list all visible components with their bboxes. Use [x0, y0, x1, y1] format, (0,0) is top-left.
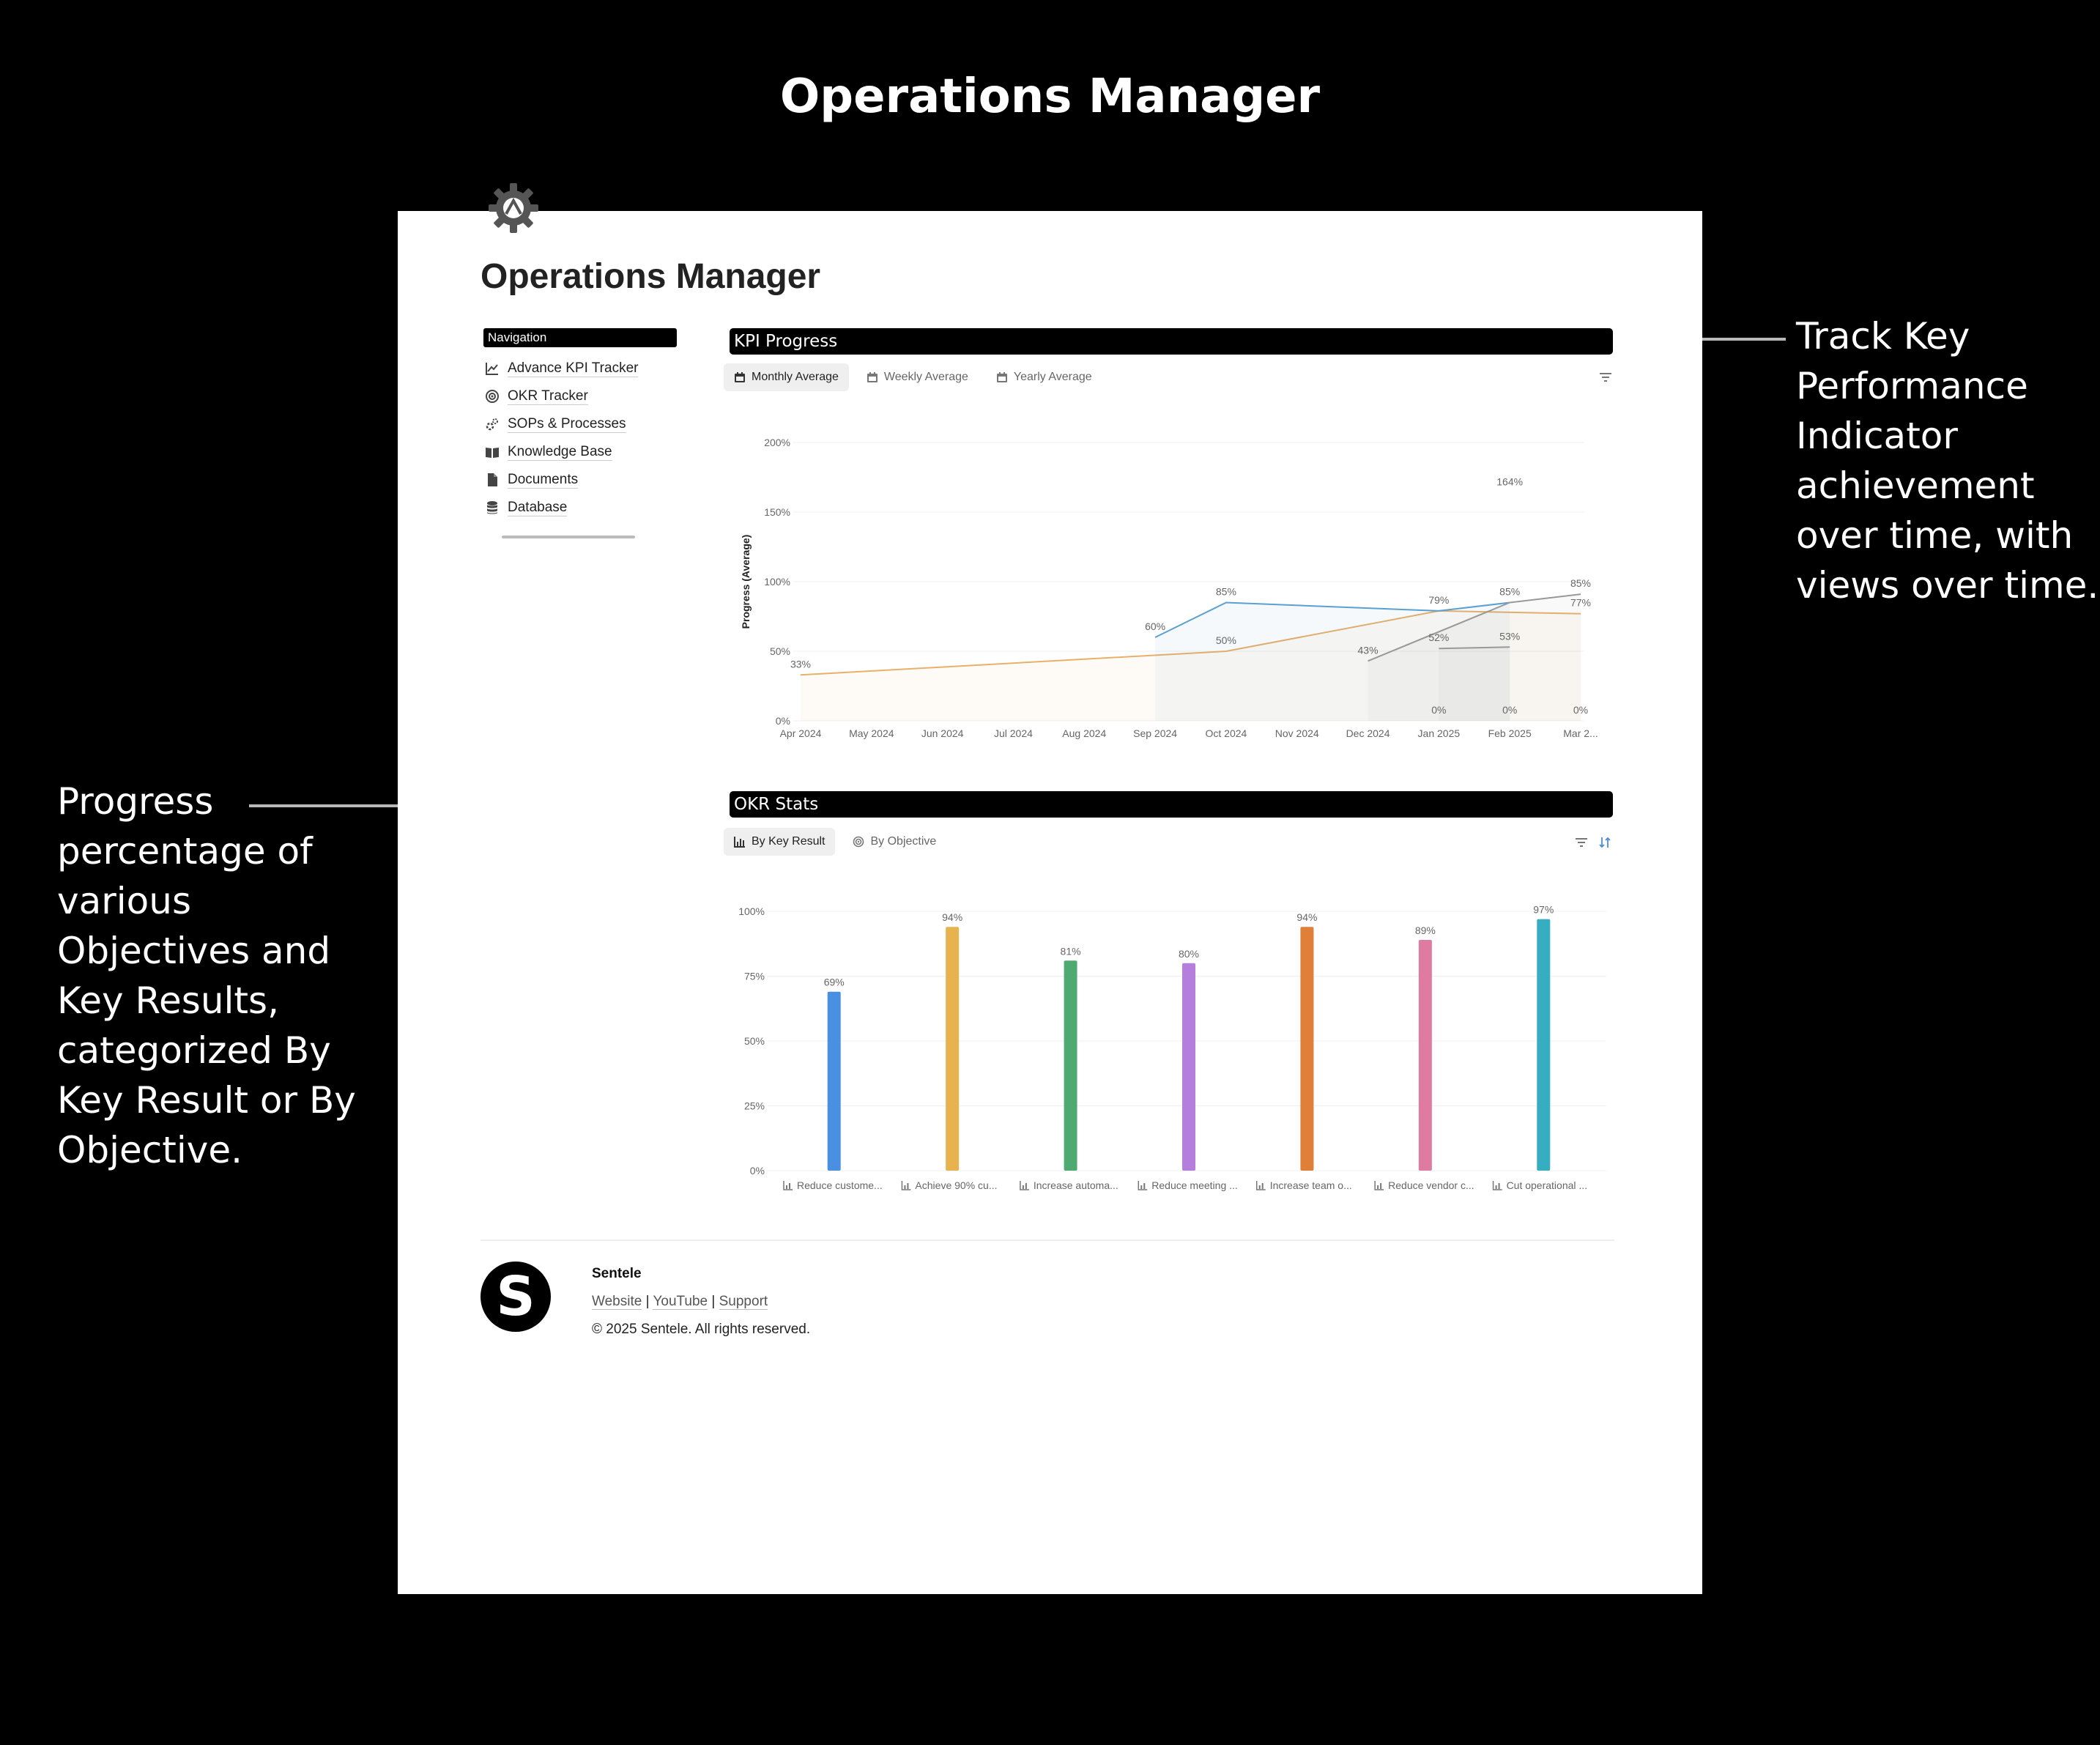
icon-bar [1025, 1183, 1027, 1189]
data-label: 33% [790, 658, 812, 670]
icon-axis [1020, 1181, 1029, 1190]
line-chart-icon [484, 360, 500, 377]
data-label: 164% [1496, 475, 1524, 488]
y-tick-label: 0% [749, 1165, 765, 1177]
okr-stats-header: OKR Stats [730, 791, 1613, 818]
data-label: 80% [1178, 947, 1200, 960]
kpi-callout-text: Track Key Performance Indicator achievement over time, with views over time. [1796, 315, 2099, 607]
filter-icon[interactable] [1573, 834, 1590, 851]
icon-bar [1499, 1183, 1500, 1189]
series-area [1439, 647, 1510, 721]
icon-bar [904, 1185, 905, 1189]
okr-callout-text: Progress percentage of various Objectives and Key Results, categorized By Key Result or By Objective. [57, 780, 356, 1171]
navigation-list [484, 355, 638, 522]
nav-item-sops-processes[interactable] [484, 410, 638, 438]
bar-chart-icon [734, 836, 746, 848]
data-label: 97% [1533, 903, 1554, 916]
nav-item-label: SOPs & Processes [508, 415, 626, 431]
nav-item-label: Database [508, 499, 568, 515]
bar [1300, 927, 1313, 1171]
bar [1537, 919, 1550, 1171]
bar-chart-icon [902, 1181, 910, 1190]
y-tick-label: 150% [764, 506, 790, 518]
sort-icon[interactable] [1596, 834, 1614, 851]
icon-bar [1377, 1185, 1379, 1189]
y-tick-label: 0% [775, 715, 790, 727]
calendar-icon [734, 371, 746, 383]
x-tick-label: Feb 2025 [1488, 727, 1532, 739]
y-tick-label: 50% [769, 645, 790, 657]
x-tick-label: Reduce vendor c... [1388, 1179, 1474, 1191]
data-label: 77% [1570, 596, 1592, 609]
nav-item-label: OKR Tracker [508, 388, 588, 404]
tab-monthly-average[interactable] [724, 363, 849, 391]
data-label: 79% [1428, 593, 1450, 606]
footer-divider [481, 1240, 1614, 1241]
document-icon [484, 472, 500, 488]
filter-icon[interactable] [1597, 368, 1614, 386]
gear-icon[interactable] [484, 179, 543, 237]
x-tick-label: Reduce custome... [797, 1179, 883, 1191]
tab-weekly-average[interactable] [856, 363, 979, 391]
page-title: Operations Manager [481, 257, 821, 296]
x-tick-label: Jun 2024 [921, 727, 964, 739]
x-tick-label: Dec 2024 [1346, 727, 1390, 739]
tab-by-objective[interactable] [842, 828, 946, 856]
x-tick-label: Apr 2024 [779, 727, 822, 739]
nav-item-label: Knowledge Base [508, 443, 612, 459]
icon-bar [786, 1185, 787, 1189]
x-tick-label: Mar 2... [1563, 727, 1598, 739]
nav-item-label: Documents [508, 471, 579, 487]
nav-divider [502, 536, 635, 538]
okr-bar-chart [724, 875, 1617, 1212]
bar-chart-icon [1138, 1181, 1147, 1190]
calendar-icon [996, 371, 1008, 383]
y-tick-label: 100% [764, 576, 790, 588]
bar [1064, 960, 1077, 1171]
tab-label: Weekly Average [883, 371, 968, 383]
icon-axis [1375, 1181, 1384, 1190]
bar [828, 992, 841, 1171]
data-label: 85% [1570, 577, 1592, 590]
kpi-view-tabs [724, 363, 1102, 391]
gears-icon [484, 416, 500, 432]
y-tick-label: 75% [743, 970, 765, 982]
data-label: 60% [1145, 620, 1166, 632]
notion-page [398, 211, 1702, 1594]
y-tick-label: 25% [743, 1100, 765, 1112]
x-tick-label: Oct 2024 [1205, 727, 1247, 739]
data-label: 94% [942, 911, 963, 924]
x-tick-label: Increase automa... [1033, 1179, 1118, 1191]
icon-axis [902, 1181, 910, 1190]
data-label: 69% [823, 976, 845, 988]
x-tick-label: Reduce meeting ... [1151, 1179, 1238, 1191]
bar-chart-icon [1020, 1181, 1029, 1190]
data-label: 53% [1499, 630, 1521, 642]
banner-title: Operations Manager [779, 70, 1321, 124]
icon-bar [1259, 1185, 1261, 1189]
y-axis-title: Progress (Average) [740, 534, 752, 629]
data-label: 89% [1414, 924, 1436, 936]
bar [1182, 963, 1195, 1171]
icon-bar [1140, 1185, 1142, 1189]
data-label: 94% [1296, 911, 1318, 924]
icon-bar [1380, 1183, 1381, 1189]
nav-item-label: Advance KPI Tracker [508, 360, 639, 376]
data-label: 85% [1215, 585, 1236, 598]
youtube-link[interactable]: YouTube [653, 1294, 708, 1309]
icon-axis [1494, 1181, 1502, 1190]
bar-chart-icon [784, 1181, 793, 1190]
icon-bar [1023, 1185, 1024, 1189]
target-icon [484, 388, 500, 404]
target-icon [853, 836, 864, 848]
link-separator: | [708, 1294, 719, 1309]
tab-label: By Key Result [752, 835, 825, 848]
nav-item-database[interactable] [484, 494, 638, 522]
bar [1419, 940, 1432, 1171]
bar-chart-icon [1257, 1181, 1266, 1190]
icon-bar [1262, 1183, 1264, 1189]
database-icon [484, 500, 500, 516]
book-icon [484, 444, 500, 460]
footer-brand: Sentele [592, 1266, 642, 1281]
kpi-progress-header: KPI Progress [730, 328, 1613, 355]
data-label: 52% [1428, 631, 1450, 644]
icon-axis [784, 1181, 793, 1190]
bar-chart-icon [1494, 1181, 1502, 1190]
x-tick-label: Aug 2024 [1062, 727, 1107, 739]
icon-bar [1143, 1183, 1145, 1189]
x-tick-label: Jan 2025 [1417, 727, 1461, 739]
data-label: 0% [1573, 704, 1589, 716]
icon-bar [907, 1183, 908, 1189]
data-label: 0% [1502, 704, 1518, 716]
data-label: 50% [1215, 634, 1236, 646]
icon-bar [1496, 1185, 1497, 1189]
y-tick-label: 200% [764, 437, 790, 448]
data-label: 85% [1499, 585, 1521, 598]
okr-view-tabs [724, 828, 946, 856]
x-tick-label: Jul 2024 [993, 727, 1033, 739]
navigation-header: Navigation [483, 328, 677, 347]
data-label: 43% [1357, 644, 1379, 656]
x-tick-label: Increase team o... [1269, 1179, 1352, 1191]
x-tick-label: May 2024 [849, 727, 894, 739]
y-tick-label: 100% [738, 905, 765, 917]
icon-bar [789, 1183, 790, 1189]
kpi-line-chart [724, 413, 1617, 750]
tab-label: Yearly Average [1013, 371, 1092, 383]
bar-chart-icon [1375, 1181, 1384, 1190]
nav-item-knowledge-base[interactable] [484, 438, 638, 466]
tab-label: Monthly Average [752, 371, 839, 383]
x-tick-label: Cut operational ... [1506, 1179, 1588, 1191]
website-link[interactable]: Website [592, 1294, 642, 1309]
data-label: 0% [1431, 704, 1447, 716]
y-tick-label: 50% [743, 1035, 765, 1047]
tab-label: By Objective [870, 835, 937, 848]
sentele-logo: S [481, 1261, 551, 1332]
footer-copyright: © 2025 Sentele. All rights reserved. [592, 1322, 811, 1337]
x-tick-label: Sep 2024 [1133, 727, 1178, 739]
calendar-icon [867, 371, 878, 383]
icon-axis [1138, 1181, 1147, 1190]
data-label: 81% [1060, 945, 1081, 957]
support-link[interactable]: Support [719, 1294, 768, 1309]
bar [946, 927, 959, 1171]
nav-item-okr-tracker[interactable] [484, 382, 638, 410]
nav-item-advance-kpi-tracker[interactable] [484, 355, 638, 382]
link-separator: | [642, 1294, 653, 1309]
icon-axis [1257, 1181, 1266, 1190]
nav-item-documents[interactable] [484, 466, 638, 494]
x-tick-label: Nov 2024 [1275, 727, 1319, 739]
footer-links [592, 1294, 768, 1310]
tab-by-key-result[interactable] [724, 828, 835, 856]
x-tick-label: Achieve 90% cu... [915, 1179, 998, 1191]
tab-yearly-average[interactable] [986, 363, 1102, 391]
